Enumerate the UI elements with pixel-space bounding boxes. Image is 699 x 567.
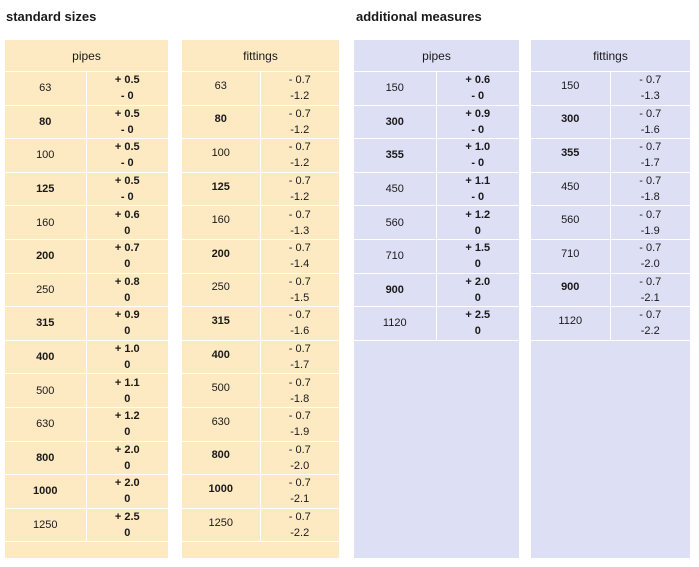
size-cell: 630 [5, 408, 87, 441]
tolerance-cell [611, 72, 691, 105]
tolerance-cell [87, 509, 169, 542]
table-row [354, 106, 519, 140]
lower-tolerance: -1.9 [290, 426, 310, 439]
table-row [182, 106, 339, 140]
table-row [182, 240, 339, 274]
upper-tolerance: + 0.9 [114, 309, 140, 322]
lower-tolerance: 0 [474, 224, 481, 237]
table-row [354, 240, 519, 274]
size-cell: 250 [5, 274, 87, 307]
upper-tolerance: + 2.0 [114, 477, 140, 490]
tolerance-cell [611, 173, 691, 206]
upper-tolerance: - 0.7 [288, 175, 311, 188]
upper-tolerance: + 0.8 [114, 275, 140, 288]
lower-tolerance: 0 [124, 392, 131, 405]
upper-tolerance: + 2.5 [465, 309, 491, 322]
upper-tolerance: - 0.7 [639, 175, 662, 188]
lower-tolerance: -1.4 [290, 258, 310, 271]
size-cell: 710 [354, 240, 437, 273]
size-cell: 300 [354, 106, 437, 139]
size-cell: 710 [531, 240, 611, 273]
table-row [182, 374, 339, 408]
upper-tolerance: + 0.5 [114, 74, 140, 87]
upper-tolerance: - 0.7 [639, 208, 662, 221]
tolerance-cell [611, 240, 691, 273]
lower-tolerance: -1.9 [640, 224, 660, 237]
table-row [182, 442, 339, 476]
table-header: fittings [182, 40, 339, 72]
upper-tolerance: + 0.6 [465, 74, 491, 87]
table-row [182, 307, 339, 341]
upper-tolerance: + 0.9 [465, 107, 491, 120]
size-cell: 400 [182, 341, 261, 374]
tolerance-cell [261, 106, 340, 139]
tolerance-cell [261, 274, 340, 307]
lower-tolerance: 0 [124, 527, 131, 540]
upper-tolerance: - 0.7 [288, 242, 311, 255]
size-cell: 125 [182, 173, 261, 206]
tolerance-cell [87, 408, 169, 441]
upper-tolerance: - 0.7 [288, 141, 311, 154]
additional-pipes-table [354, 40, 519, 558]
lower-tolerance: -2.1 [290, 493, 310, 506]
table-row [182, 341, 339, 375]
table-body [531, 72, 690, 341]
table-body [182, 72, 339, 542]
tolerance-cell [611, 106, 691, 139]
lower-tolerance: - 0 [120, 123, 134, 136]
upper-tolerance: + 1.5 [465, 242, 491, 255]
lower-tolerance: -1.8 [290, 392, 310, 405]
lower-tolerance: -1.7 [290, 359, 310, 372]
lower-tolerance: 0 [124, 291, 131, 304]
size-cell: 900 [354, 274, 437, 307]
lower-tolerance: 0 [124, 359, 131, 372]
size-cell: 355 [354, 139, 437, 172]
lower-tolerance: 0 [124, 426, 131, 439]
table-row [5, 509, 168, 543]
upper-tolerance: + 1.1 [114, 376, 140, 389]
table-row [531, 173, 690, 207]
standard-pipes-table [5, 40, 168, 558]
upper-tolerance: + 1.0 [465, 141, 491, 154]
upper-tolerance: + 1.0 [114, 343, 140, 356]
table-row [5, 106, 168, 140]
size-cell: 150 [531, 72, 611, 105]
table-row [531, 72, 690, 106]
upper-tolerance: - 0.7 [288, 443, 311, 456]
table-header: pipes [354, 40, 519, 72]
lower-tolerance: 0 [124, 493, 131, 506]
lower-tolerance: -1.6 [290, 325, 310, 338]
size-cell: 1000 [5, 475, 87, 508]
table-row [5, 206, 168, 240]
size-cell: 630 [182, 408, 261, 441]
table-row [354, 72, 519, 106]
tolerance-cell [87, 307, 169, 340]
tolerance-cell [437, 240, 520, 273]
size-cell: 80 [182, 106, 261, 139]
tolerance-cell [87, 341, 169, 374]
table-row [5, 139, 168, 173]
standard-fittings-table [182, 40, 339, 558]
upper-tolerance: + 0.6 [114, 208, 140, 221]
upper-tolerance: - 0.7 [288, 376, 311, 389]
upper-tolerance: - 0.7 [288, 309, 311, 322]
table-row [354, 274, 519, 308]
upper-tolerance: - 0.7 [288, 477, 311, 490]
upper-tolerance: - 0.7 [639, 107, 662, 120]
table-row [5, 72, 168, 106]
size-cell: 80 [5, 106, 87, 139]
table-row [5, 274, 168, 308]
tolerance-cell [87, 442, 169, 475]
tolerance-cell [437, 173, 520, 206]
size-cell: 315 [182, 307, 261, 340]
upper-tolerance: - 0.7 [639, 309, 662, 322]
table-row [182, 139, 339, 173]
table-row [5, 408, 168, 442]
tolerance-cell [87, 106, 169, 139]
lower-tolerance: -1.2 [290, 191, 310, 204]
lower-tolerance: 0 [474, 325, 481, 338]
size-cell: 450 [354, 173, 437, 206]
tolerance-cell [437, 307, 520, 340]
upper-tolerance: - 0.7 [288, 275, 311, 288]
table-row [354, 139, 519, 173]
tolerance-cell [87, 139, 169, 172]
lower-tolerance: 0 [474, 258, 481, 271]
table-body [354, 72, 519, 341]
table-row [531, 274, 690, 308]
tolerance-cell [261, 139, 340, 172]
table-row [182, 72, 339, 106]
size-cell: 1250 [182, 509, 261, 542]
size-cell: 160 [182, 206, 261, 239]
size-cell: 300 [531, 106, 611, 139]
tolerance-cell [261, 442, 340, 475]
size-cell: 800 [5, 442, 87, 475]
table-row [5, 240, 168, 274]
table-row [182, 206, 339, 240]
tolerance-cell [437, 274, 520, 307]
table-body [5, 72, 168, 542]
tolerance-cell [261, 408, 340, 441]
table-row [5, 442, 168, 476]
size-cell: 1120 [354, 307, 437, 340]
upper-tolerance: + 2.5 [114, 511, 140, 524]
upper-tolerance: - 0.7 [288, 74, 311, 87]
table-row [531, 139, 690, 173]
lower-tolerance: -2.1 [640, 291, 660, 304]
tolerance-cell [261, 509, 340, 542]
upper-tolerance: - 0.7 [288, 511, 311, 524]
tolerance-cell [261, 72, 340, 105]
lower-tolerance: -2.2 [290, 527, 310, 540]
lower-tolerance: -1.6 [640, 123, 660, 136]
upper-tolerance: + 0.5 [114, 107, 140, 120]
standard-sizes-heading: standard sizes [6, 9, 97, 24]
table-header: fittings [531, 40, 690, 72]
table-row [5, 475, 168, 509]
tolerance-cell [437, 72, 520, 105]
upper-tolerance: + 1.2 [114, 410, 140, 423]
tolerance-cell [611, 307, 691, 340]
lower-tolerance: 0 [124, 258, 131, 271]
table-row [354, 307, 519, 341]
lower-tolerance: - 0 [120, 191, 134, 204]
tolerance-cell [261, 475, 340, 508]
tolerance-cell [87, 72, 169, 105]
upper-tolerance: - 0.7 [288, 410, 311, 423]
tolerance-cell [87, 240, 169, 273]
size-cell: 1250 [5, 509, 87, 542]
upper-tolerance: - 0.7 [639, 141, 662, 154]
tolerance-cell [261, 173, 340, 206]
table-row [531, 307, 690, 341]
size-cell: 315 [5, 307, 87, 340]
lower-tolerance: 0 [124, 325, 131, 338]
table-row [182, 173, 339, 207]
tolerance-cell [437, 139, 520, 172]
size-cell: 125 [5, 173, 87, 206]
upper-tolerance: + 0.5 [114, 175, 140, 188]
lower-tolerance: - 0 [471, 191, 485, 204]
lower-tolerance: -1.2 [290, 157, 310, 170]
upper-tolerance: + 2.0 [465, 275, 491, 288]
tolerance-cell [437, 106, 520, 139]
size-cell: 1120 [531, 307, 611, 340]
table-row [354, 173, 519, 207]
tolerance-cell [87, 274, 169, 307]
upper-tolerance: + 0.7 [114, 242, 140, 255]
lower-tolerance: -1.5 [290, 291, 310, 304]
size-cell: 450 [531, 173, 611, 206]
lower-tolerance: 0 [124, 459, 131, 472]
lower-tolerance: - 0 [471, 90, 485, 103]
table-header: pipes [5, 40, 168, 72]
lower-tolerance: - 0 [120, 90, 134, 103]
tolerance-cell [87, 475, 169, 508]
tolerance-cell [261, 341, 340, 374]
lower-tolerance: -1.7 [640, 157, 660, 170]
upper-tolerance: - 0.7 [288, 208, 311, 221]
lower-tolerance: -1.8 [640, 191, 660, 204]
table-row [531, 106, 690, 140]
upper-tolerance: - 0.7 [288, 343, 311, 356]
tolerance-cell [611, 206, 691, 239]
tolerance-cell [261, 206, 340, 239]
tolerance-cell [611, 274, 691, 307]
size-cell: 100 [182, 139, 261, 172]
table-row [5, 307, 168, 341]
table-row [5, 341, 168, 375]
size-cell: 200 [5, 240, 87, 273]
lower-tolerance: - 0 [471, 157, 485, 170]
size-cell: 63 [5, 72, 87, 105]
lower-tolerance: 0 [124, 224, 131, 237]
size-cell: 500 [182, 374, 261, 407]
upper-tolerance: - 0.7 [639, 242, 662, 255]
tolerance-cell [437, 206, 520, 239]
size-cell: 560 [354, 206, 437, 239]
upper-tolerance: + 2.0 [114, 443, 140, 456]
tolerance-cell [261, 307, 340, 340]
table-row [5, 374, 168, 408]
lower-tolerance: -1.3 [290, 224, 310, 237]
size-cell: 500 [5, 374, 87, 407]
tolerance-cell [87, 206, 169, 239]
lower-tolerance: 0 [474, 291, 481, 304]
table-row [354, 206, 519, 240]
table-row [5, 173, 168, 207]
size-cell: 250 [182, 274, 261, 307]
table-row [182, 408, 339, 442]
size-cell: 160 [5, 206, 87, 239]
size-cell: 100 [5, 139, 87, 172]
lower-tolerance: -1.3 [640, 90, 660, 103]
lower-tolerance: -2.0 [640, 258, 660, 271]
table-row [182, 509, 339, 543]
upper-tolerance: - 0.7 [288, 107, 311, 120]
tolerance-cell [261, 374, 340, 407]
upper-tolerance: - 0.7 [639, 74, 662, 87]
upper-tolerance: - 0.7 [639, 275, 662, 288]
tolerance-cell [261, 240, 340, 273]
size-cell: 400 [5, 341, 87, 374]
size-cell: 355 [531, 139, 611, 172]
lower-tolerance: - 0 [471, 123, 485, 136]
size-cell: 800 [182, 442, 261, 475]
additional-fittings-table [531, 40, 690, 558]
table-row [182, 475, 339, 509]
size-cell: 200 [182, 240, 261, 273]
table-row [531, 240, 690, 274]
additional-measures-heading: additional measures [356, 9, 482, 24]
size-cell: 1000 [182, 475, 261, 508]
lower-tolerance: -1.2 [290, 123, 310, 136]
lower-tolerance: - 0 [120, 157, 134, 170]
tolerance-cell [87, 374, 169, 407]
lower-tolerance: -2.0 [290, 459, 310, 472]
upper-tolerance: + 1.1 [465, 175, 491, 188]
upper-tolerance: + 0.5 [114, 141, 140, 154]
tolerance-cell [611, 139, 691, 172]
table-row [531, 206, 690, 240]
lower-tolerance: -1.2 [290, 90, 310, 103]
size-cell: 900 [531, 274, 611, 307]
tolerance-cell [87, 173, 169, 206]
lower-tolerance: -2.2 [640, 325, 660, 338]
size-cell: 150 [354, 72, 437, 105]
size-cell: 560 [531, 206, 611, 239]
size-cell: 63 [182, 72, 261, 105]
upper-tolerance: + 1.2 [465, 208, 491, 221]
table-row [182, 274, 339, 308]
